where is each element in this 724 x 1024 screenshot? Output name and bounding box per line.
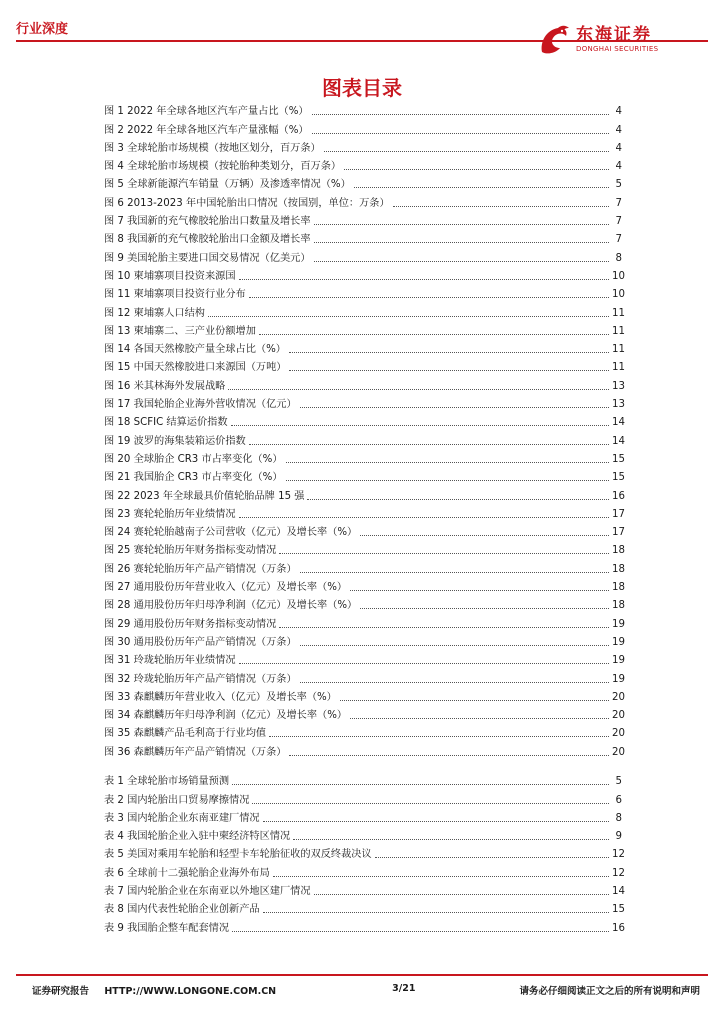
table-entry-page-number: 14	[612, 886, 625, 898]
figure-entry-page-number: 4	[615, 106, 622, 118]
dot-leader	[259, 333, 609, 335]
figure-entry-title: 图 25 赛轮轮胎历年财务指标变动情况	[104, 545, 277, 557]
figure-entry-title: 图 15 中国天然橡胶进口来源国（万吨）	[104, 362, 287, 374]
figure-entry[interactable]	[104, 118, 622, 136]
figure-entry[interactable]	[104, 283, 625, 301]
footer-report-type: 证券研究报告	[32, 986, 90, 997]
figure-entry-page-number: 20	[612, 710, 625, 722]
figure-entry-title: 图 27 通用股份历年营业收入（亿元）及增长率（%）	[104, 582, 348, 594]
table-entry-title: 表 7 国内轮胎企业在东南亚以外地区建厂情况	[104, 886, 311, 898]
figure-entry-page-number: 7	[615, 234, 622, 246]
figure-entry-page-number: 17	[612, 508, 625, 520]
table-entry-page-number: 8	[615, 812, 622, 824]
footer-website-link[interactable]: HTTP://WWW.LONGONE.COM.CN	[104, 986, 277, 997]
figure-entry-page-number: 11	[612, 344, 625, 356]
figure-entry-page-number: 10	[612, 289, 625, 301]
figure-entry[interactable]	[104, 356, 625, 374]
dot-leader	[312, 132, 609, 134]
figure-entry-title: 图 32 玲珑轮胎历年产品产销情况（万条）	[104, 673, 297, 685]
figure-entry[interactable]	[104, 722, 625, 740]
dot-leader	[344, 168, 609, 170]
logo-chinese-name: 东海证券	[576, 25, 652, 45]
table-entry-title: 表 8 国内代表性轮胎企业创新产品	[104, 904, 260, 916]
dot-leader	[360, 534, 609, 536]
dot-leader	[239, 516, 609, 518]
table-entry[interactable]	[104, 898, 625, 916]
figure-entry-title: 图 6 2013-2023 年中国轮胎出口情况（按国别，单位：万条）	[104, 197, 390, 209]
figure-entry[interactable]	[104, 612, 625, 630]
figure-entry[interactable]	[104, 265, 625, 283]
figure-entry[interactable]	[104, 320, 625, 338]
figure-entry[interactable]	[104, 521, 625, 539]
figure-entry[interactable]	[104, 191, 622, 209]
figure-entry-title: 图 19 波罗的海集装箱运价指数	[104, 435, 246, 447]
figure-entry-page-number: 13	[612, 399, 625, 411]
figure-entry-title: 图 3 全球轮胎市场规模（按地区划分，百万条）	[104, 142, 321, 154]
figure-entry-title: 图 12 柬埔寨人口结构	[104, 307, 205, 319]
table-entry[interactable]	[104, 880, 625, 898]
figure-entry-page-number: 10	[612, 270, 625, 282]
footer-disclaimer: 请务必仔细阅读正文之后的所有说明和声明	[519, 986, 700, 997]
dot-leader	[289, 369, 609, 371]
figure-entry[interactable]	[104, 740, 625, 758]
dot-leader	[286, 461, 609, 463]
figure-entry-page-number: 4	[615, 142, 622, 154]
figure-entry-title: 图 28 通用股份历年归母净利润（亿元）及增长率（%）	[104, 600, 358, 612]
figure-entry-page-number: 20	[612, 746, 625, 758]
figure-entry-title: 图 2 2022 年全球各地区汽车产量涨幅（%）	[104, 124, 309, 136]
dot-leader	[324, 150, 609, 152]
dot-leader	[314, 241, 609, 243]
figure-entry[interactable]	[104, 301, 625, 319]
footer-divider	[16, 974, 708, 976]
dot-leader	[393, 205, 609, 207]
table-entry-page-number: 16	[612, 922, 625, 934]
figure-entry[interactable]	[104, 576, 625, 594]
figure-entry-page-number: 11	[612, 307, 625, 319]
figure-entry[interactable]	[104, 448, 625, 466]
dot-leader	[354, 186, 609, 188]
logo-english-name: DONGHAI SECURITIES	[576, 45, 659, 53]
figure-entry-page-number: 14	[612, 435, 625, 447]
table-entry-page-number: 12	[612, 867, 625, 879]
figure-entry-page-number: 7	[615, 197, 622, 209]
figure-entry[interactable]	[104, 649, 625, 667]
dot-leader	[289, 351, 609, 353]
table-entry-title: 表 3 国内轮胎企业东南亚建厂情况	[104, 812, 260, 824]
figure-entry[interactable]	[104, 393, 625, 411]
figure-entry[interactable]	[104, 411, 625, 429]
figure-list	[104, 100, 625, 759]
table-entry-title: 表 9 我国胎企整车配套情况	[104, 922, 230, 934]
figure-entry-title: 图 36 森麒麟历年产品产销情况（万条）	[104, 746, 287, 758]
table-entry[interactable]	[104, 770, 622, 788]
dot-leader	[300, 406, 609, 408]
figure-entry-title: 图 13 柬埔寨二、三产业份额增加	[104, 325, 256, 337]
table-entry-title: 表 4 我国轮胎企业入驻中柬经济特区情况	[104, 831, 291, 843]
dot-leader	[314, 260, 609, 262]
figure-entry-title: 图 24 赛轮轮胎越南子公司营收（亿元）及增长率（%）	[104, 527, 358, 539]
figure-entry-title: 图 35 森麒麟产品毛利高于行业均值	[104, 728, 267, 740]
figure-entry-title: 图 33 森麒麟历年营业收入（亿元）及增长率（%）	[104, 691, 337, 703]
table-entry-title: 表 1 全球轮胎市场销量预测	[104, 776, 230, 788]
figure-entry[interactable]	[104, 503, 625, 521]
figure-entry[interactable]	[104, 338, 625, 356]
figure-entry[interactable]	[104, 429, 625, 447]
figure-entry-page-number: 8	[615, 252, 622, 264]
table-entry[interactable]	[104, 788, 622, 806]
figure-entry-title: 图 5 全球新能源汽车销量（万辆）及渗透率情况（%）	[104, 179, 351, 191]
table-entry[interactable]	[104, 825, 622, 843]
dot-leader	[273, 875, 609, 877]
figure-entry[interactable]	[104, 466, 625, 484]
dot-leader	[293, 838, 609, 840]
figure-entry-title: 图 29 通用股份历年财务指标变动情况	[104, 618, 277, 630]
dot-leader	[263, 911, 609, 913]
table-entry-title: 表 5 美国对乘用车轮胎和轻型卡车轮胎征收的双反终裁决议	[104, 849, 372, 861]
figure-entry-title: 图 31 玲珑轮胎历年业绩情况	[104, 655, 236, 667]
figure-entry-title: 图 16 米其林海外发展战略	[104, 380, 226, 392]
dot-leader	[375, 856, 609, 858]
table-entry[interactable]	[104, 861, 625, 879]
figure-entry-page-number: 20	[612, 728, 625, 740]
figure-entry-title: 图 22 2023 年全球最具价值轮胎品牌 15 强	[104, 490, 305, 502]
figure-entry[interactable]	[104, 246, 622, 264]
figure-entry-page-number: 16	[612, 490, 625, 502]
figure-entry-title: 图 14 各国天然橡胶产量全球占比（%）	[104, 344, 286, 356]
dot-leader	[350, 717, 609, 719]
figure-entry-page-number: 4	[615, 161, 622, 173]
dot-leader	[314, 893, 609, 895]
figure-entry-title: 图 4 全球轮胎市场规模（按轮胎种类划分，百万条）	[104, 161, 342, 173]
dot-leader	[279, 552, 609, 554]
figure-entry[interactable]	[104, 667, 625, 685]
dot-leader	[314, 223, 609, 225]
table-entry-page-number: 12	[612, 849, 625, 861]
dot-leader	[300, 571, 609, 573]
figure-entry-page-number: 18	[612, 563, 625, 575]
table-entry-title: 表 2 国内轮胎出口贸易摩擦情况	[104, 794, 250, 806]
figure-entry-page-number: 18	[612, 582, 625, 594]
figure-entry-title: 图 1 2022 年全球各地区汽车产量占比（%）	[104, 106, 309, 118]
figure-entry-page-number: 4	[615, 124, 622, 136]
table-entry[interactable]	[104, 916, 625, 934]
figure-entry[interactable]	[104, 631, 625, 649]
figure-entry-page-number: 20	[612, 691, 625, 703]
dot-leader	[279, 626, 609, 628]
figure-entry-title: 图 26 赛轮轮胎历年产品产销情况（万条）	[104, 563, 297, 575]
table-list	[104, 770, 625, 935]
figure-entry-page-number: 15	[612, 472, 625, 484]
figure-entry-title: 图 10 柬埔寨项目投资来源国	[104, 270, 236, 282]
header-divider	[16, 40, 708, 42]
page-title: 图表目录	[322, 76, 402, 100]
dot-leader	[263, 820, 609, 822]
figure-entry[interactable]	[104, 374, 625, 392]
figure-entry-page-number: 15	[612, 453, 625, 465]
dot-leader	[232, 783, 609, 785]
figure-entry-page-number: 11	[612, 325, 625, 337]
figure-entry-page-number: 13	[612, 380, 625, 392]
figure-entry[interactable]	[104, 704, 625, 722]
dot-leader	[340, 699, 609, 701]
figure-entry-page-number: 19	[612, 673, 625, 685]
dot-leader	[249, 296, 609, 298]
figure-entry[interactable]	[104, 137, 622, 155]
figure-entry[interactable]	[104, 557, 625, 575]
dot-leader	[289, 754, 609, 756]
figure-entry-page-number: 7	[615, 216, 622, 228]
figure-entry[interactable]	[104, 100, 622, 118]
dot-leader	[249, 443, 609, 445]
table-entry-title: 表 6 全球前十二强轮胎企业海外布局	[104, 867, 270, 879]
footer-page-number: 3/21	[392, 983, 416, 994]
table-entry-page-number: 6	[615, 794, 622, 806]
figure-entry-title: 图 11 柬埔寨项目投资行业分布	[104, 289, 246, 301]
figure-entry[interactable]	[104, 228, 622, 246]
dot-leader	[239, 278, 609, 280]
dot-leader	[228, 388, 609, 390]
figure-entry[interactable]	[104, 484, 625, 502]
figure-entry-page-number: 18	[612, 600, 625, 612]
figure-entry-title: 图 23 赛轮轮胎历年业绩情况	[104, 508, 236, 520]
figure-entry-page-number: 18	[612, 545, 625, 557]
figure-entry[interactable]	[104, 210, 622, 228]
figure-entry-page-number: 5	[615, 179, 622, 191]
figure-entry-title: 图 17 我国轮胎企业海外营收情况（亿元）	[104, 399, 297, 411]
figure-entry-page-number: 19	[612, 618, 625, 630]
dot-leader	[252, 802, 609, 804]
figure-entry[interactable]	[104, 155, 622, 173]
figure-entry-page-number: 11	[612, 362, 625, 374]
figure-entry-title: 图 18 SCFIC 结算运价指数	[104, 417, 228, 429]
figure-entry[interactable]	[104, 594, 625, 612]
figure-entry-title: 图 9 美国轮胎主要进口国交易情况（亿美元）	[104, 252, 311, 264]
figure-entry-title: 图 8 我国新的充气橡胶轮胎出口金额及增长率	[104, 234, 311, 246]
dot-leader	[300, 644, 609, 646]
figure-entry-title: 图 20 全球胎企 CR3 市占率变化（%）	[104, 453, 283, 465]
figure-entry-page-number: 19	[612, 636, 625, 648]
figure-entry[interactable]	[104, 539, 625, 557]
dot-leader	[269, 735, 609, 737]
dot-leader	[350, 589, 609, 591]
figure-entry-title: 图 21 我国胎企 CR3 市占率变化（%）	[104, 472, 283, 484]
table-entry-page-number: 9	[615, 831, 622, 843]
header-section-tag: 行业深度	[16, 22, 69, 37]
figure-entry-page-number: 17	[612, 527, 625, 539]
table-entry-page-number: 15	[612, 904, 625, 916]
figure-entry[interactable]	[104, 173, 622, 191]
dot-leader	[360, 607, 609, 609]
figure-entry-page-number: 14	[612, 417, 625, 429]
table-entry[interactable]	[104, 843, 625, 861]
table-entry[interactable]	[104, 807, 622, 825]
dot-leader	[232, 930, 609, 932]
dot-leader	[231, 424, 609, 426]
dot-leader	[239, 662, 609, 664]
dot-leader	[208, 315, 609, 317]
dot-leader	[286, 479, 609, 481]
figure-entry-title: 图 7 我国新的充气橡胶轮胎出口数量及增长率	[104, 216, 311, 228]
figure-entry-title: 图 34 森麒麟历年归母净利润（亿元）及增长率（%）	[104, 710, 348, 722]
figure-entry[interactable]	[104, 686, 625, 704]
dot-leader	[307, 498, 609, 500]
figure-entry-title: 图 30 通用股份历年产品产销情况（万条）	[104, 636, 297, 648]
dot-leader	[312, 113, 609, 115]
figure-entry-page-number: 19	[612, 655, 625, 667]
table-entry-page-number: 5	[615, 776, 622, 788]
dot-leader	[300, 681, 609, 683]
footer	[32, 983, 700, 997]
